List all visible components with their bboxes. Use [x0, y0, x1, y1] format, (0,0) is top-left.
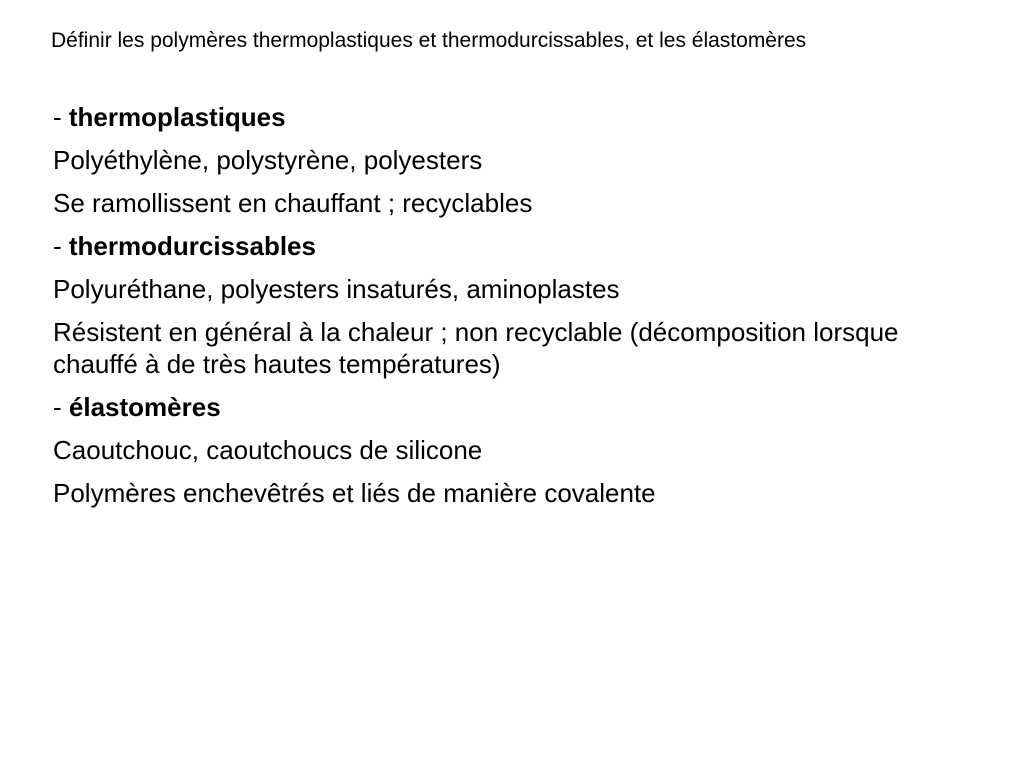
section-term: thermoplastiques	[68, 102, 286, 132]
section-heading-thermodurcissables	[53, 230, 933, 262]
slide-title: Définir les polymères thermoplastiques et thermodurcissables, et les élastomères	[51, 29, 807, 52]
section-term: élastomères	[68, 392, 221, 422]
bullet-dash: -	[53, 231, 69, 261]
slide-body	[53, 101, 933, 520]
section-examples: Polyéthylène, polystyrène, polyesters	[53, 145, 483, 175]
bullet-dash: -	[53, 392, 69, 422]
section-description: Polymères enchevêtrés et liés de manière covalente	[53, 478, 656, 508]
section-description: Se ramollissent en chauffant ; recyclables	[53, 188, 533, 218]
section-term: thermodurcissables	[68, 231, 316, 261]
section-heading-thermoplastiques	[53, 101, 933, 133]
section-description: Résistent en général à la chaleur ; non recyclable (décomposition lorsque chauffé à de très hautes températures)	[53, 317, 899, 379]
section-examples: Caoutchouc, caoutchoucs de silicone	[53, 435, 483, 465]
section-examples: Polyuréthane, polyesters insaturés, aminoplastes	[53, 274, 620, 304]
section-heading-elastomeres	[53, 391, 933, 423]
bullet-dash: -	[53, 102, 69, 132]
